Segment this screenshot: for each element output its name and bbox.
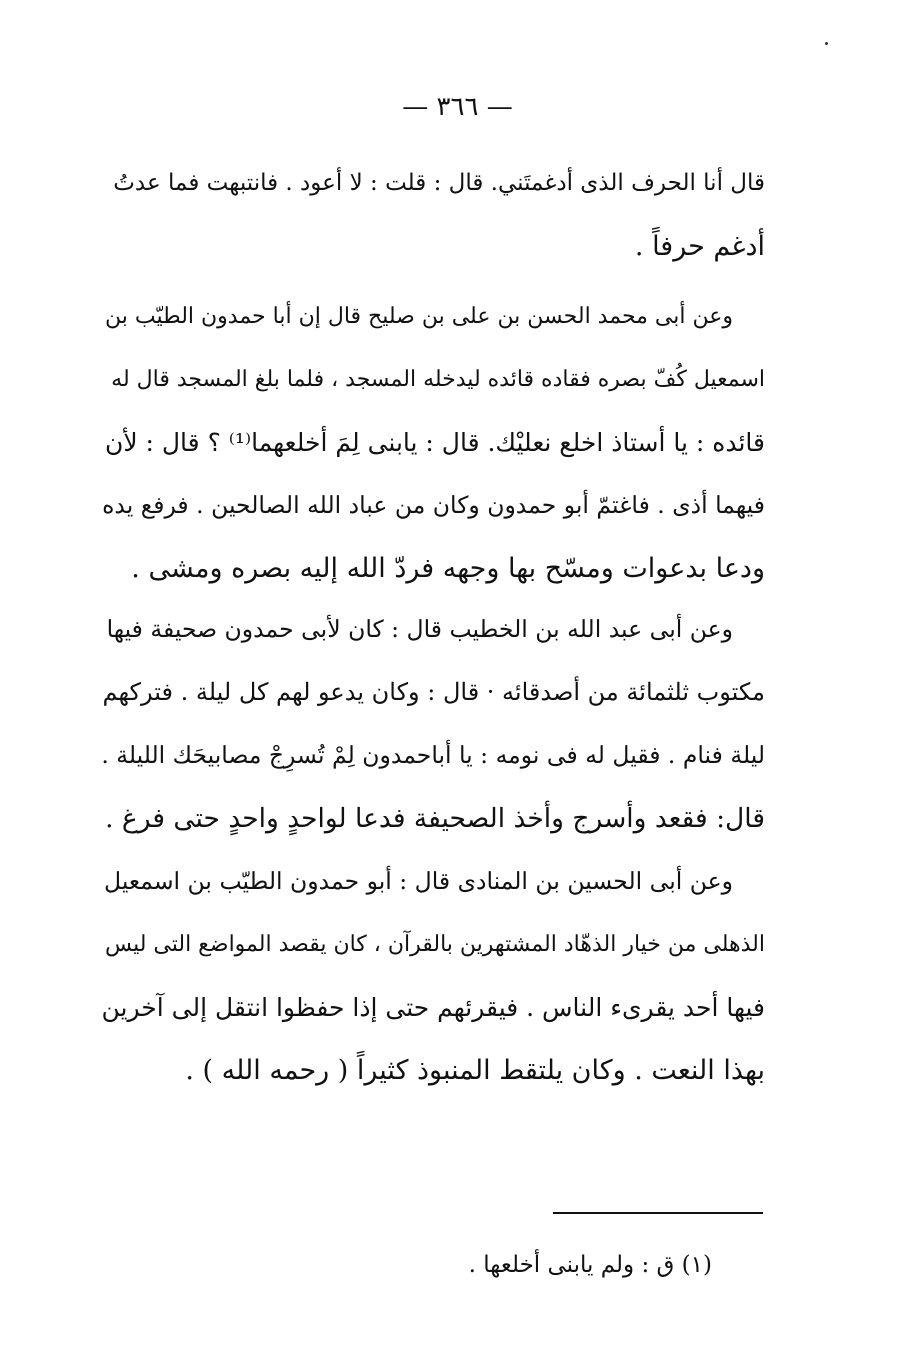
paragraph-1 (100, 152, 765, 278)
text-line: أدغم حرفاً . (634, 231, 765, 262)
text-line: الذهلى من خيار الذهّاد المشتهرين بالقرآن ، كان يقصد المواضع التى ليس (105, 932, 765, 957)
text-line: قال: فقعد وأسرج وأخذ الصحيفة فدعا لواحدٍ واحدٍ حتى فرغ . (105, 803, 765, 834)
footnote: (١) ق : ولم يابنى أخلعها . (468, 1252, 712, 1278)
text-line: وعن أبى محمد الحسن بن على بن صليح قال إن أبا حمدون الطيّب بن (105, 304, 733, 329)
text-line: قائده : يا أستاذ اخلع نعليْك. قال : يابنى لِمَ أخلعهما⁽¹⁾ ؟ قال : لأن (104, 428, 765, 457)
footnote-divider (553, 1212, 763, 1214)
text-line: اسمعيل كُفّ بصره فقاده قائده ليدخله المسجد ، فلما بلغ المسجد قال له (111, 367, 765, 392)
text-line: ليلة فنام . فقيل له فى نومه : يا أباحمدون لِمْ تُسرِجْ مصابيحَك الليلة . (101, 741, 765, 769)
text-line: وعن أبى الحسين بن المنادى قال : أبو حمدون الطيّب بن اسمعيل (104, 867, 733, 895)
text-line: قال أنا الحرف الذى أدغمتَني. قال : قلت : لا أعود . فانتبهت فما عدتُ (113, 170, 765, 196)
text-line: وعن أبى عبد الله بن الخطيب قال : كان لأبى حمدون صحيفة فيها (106, 615, 733, 643)
text-line: بهذا النعت . وكان يلتقط المنبوذ كثيراً ( رحمه الله ) . (185, 1055, 765, 1086)
paragraph-4 (100, 850, 765, 1102)
text-line: مكتوب ثلثمائة من أصدقائه · قال : وكان يدعو لهم كل ليلة . فتركهم (102, 678, 765, 706)
text-line: ودعا بدعوات ومسّح بها وجهه فردّ الله إليه بصره ومشى . (131, 553, 765, 584)
text-line: فيها أحد يقرىء الناس . فيقرئهم حتى إذا حفظوا انتقل إلى آخرين (101, 993, 765, 1022)
paragraph-3 (100, 598, 765, 850)
page-number: — ٣٦٦ — (402, 92, 513, 122)
paragraph-2 (100, 285, 765, 600)
text-line: فيهما أذى . فاغتمّ أبو حمدون وكان من عباد الله الصالحين . فرفع يده (102, 491, 765, 519)
paper-speck (825, 42, 828, 45)
